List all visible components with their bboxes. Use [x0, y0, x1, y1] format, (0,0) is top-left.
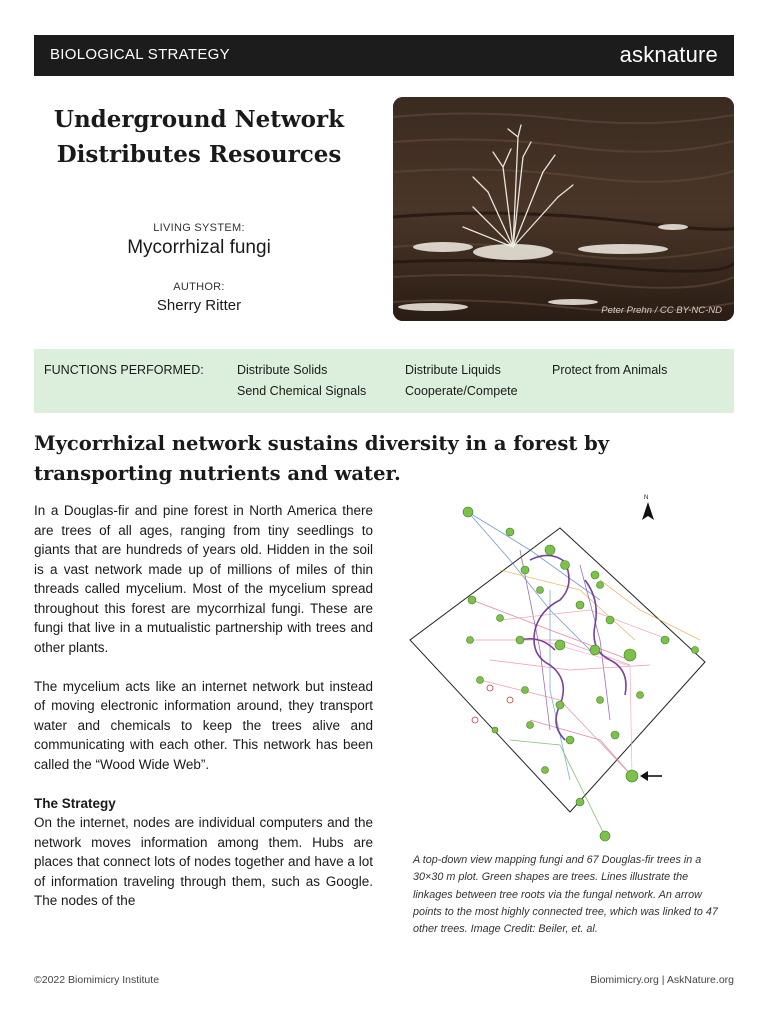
function-tag[interactable]: Cooperate/Compete [405, 384, 518, 398]
living-system-label: LIVING SYSTEM: [153, 222, 245, 234]
body-paragraph: The mycelium acts like an internet network but instead of moving electronic information around, they transport water and chemicals to keep the trees alive and communicating with each other. This network has been called the “Wood Wide Web”. [34, 678, 373, 772]
photo-credit: Peter Prehn / CC BY-NC-ND [601, 305, 722, 316]
compass-north-icon [642, 502, 654, 520]
functions-label: FUNCTIONS PERFORMED: [44, 363, 204, 377]
hero-photo [393, 97, 734, 321]
mycelium-photo-illustration [393, 97, 734, 321]
body-paragraph: On the internet, nodes are individual computers and the network moves information among them. Hubs are places that connect lots of nodes together and have a lot of information traveling through them, such as Google. The nodes of the [34, 815, 373, 908]
page-title [34, 102, 364, 172]
hub-arrow-icon [640, 771, 662, 781]
function-tag[interactable]: Protect from Animals [552, 363, 668, 377]
function-tag[interactable]: Distribute Solids [237, 363, 328, 377]
figure-caption: A top-down view mapping fungi and 67 Douglas-fir trees in a 30×30 m plot. Green shapes are trees. Lines illustrate the linkages between tree roots via the fungal network. An arrow points to the most highly connected tree, which was linked to 47 other trees. Image Credit: Beiler, et. al. [413, 854, 718, 936]
headline-line-2: transporting nutrients and water. [34, 462, 401, 485]
tree-markers [463, 507, 699, 841]
section-label: BIOLOGICAL STRATEGY [50, 46, 230, 63]
title-line-2: Distributes Resources [56, 141, 342, 168]
network-map [400, 490, 734, 845]
footer-links[interactable]: Biomimicry.org | AskNature.org [590, 974, 734, 986]
function-tag[interactable]: Send Chemical Signals [237, 384, 367, 398]
body-paragraph: In a Douglas-fir and pine forest in North America there are trees of all ages, ranging from tiny seedlings to giants that are hundreds of years old. Hidden in the soil is a vast network made up of millions of miles of thin threads called mycelium. Most of the mycelium spread throughout this forest are mycorrhizal fungi. These are fungi that live in a mutualistic partnership with trees and other plants. [34, 503, 373, 655]
header-bar [34, 35, 734, 76]
compass-label: N [644, 495, 649, 501]
footer-copyright: ©2022 Biomimicry Institute [34, 974, 160, 986]
function-tag[interactable]: Distribute Liquids [405, 363, 501, 377]
strategy-heading: The Strategy [34, 795, 116, 811]
network-map-figure [400, 490, 734, 845]
plot-boundary [410, 528, 705, 812]
article-headline [34, 429, 614, 489]
brand-logo[interactable]: asknature [619, 42, 718, 67]
headline-line-1: Mycorrhizal network sustains diversity in a forest by [34, 432, 610, 455]
body-text [34, 501, 373, 930]
author-name: Sherry Ritter [156, 297, 242, 314]
author-label: AUTHOR: [173, 281, 225, 293]
title-line-1: Underground Network [53, 106, 345, 133]
living-system-value: Mycorrhizal fungi [127, 237, 271, 258]
functions-panel [34, 349, 734, 413]
